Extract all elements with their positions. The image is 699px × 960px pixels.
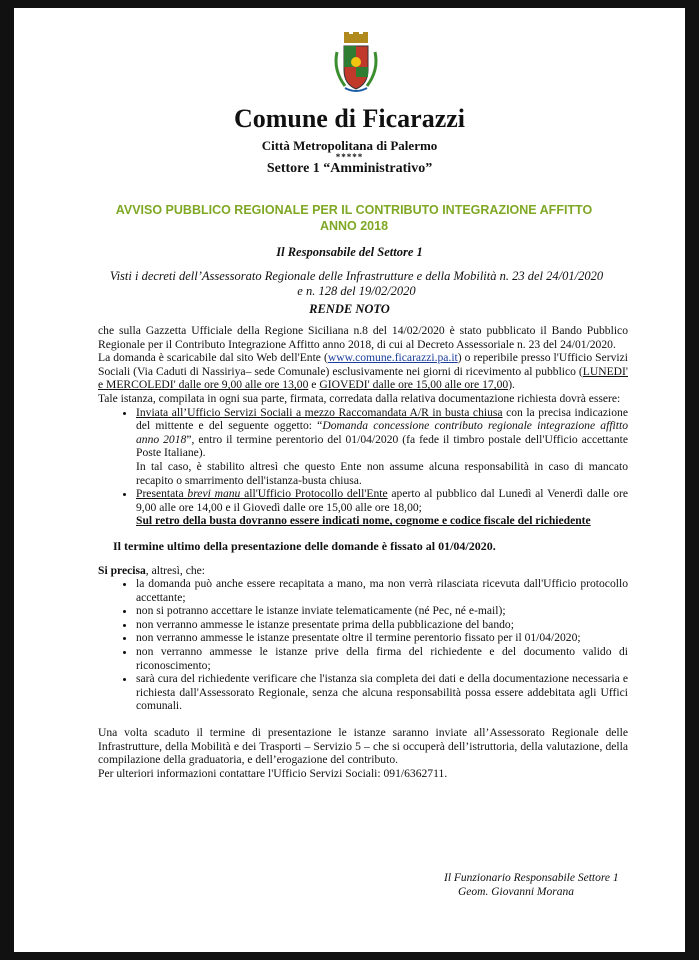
registered-mail-method: Inviata all’Ufficio Servizi Sociali a mezzo Raccomandata A/R in busta chiusa — [136, 405, 503, 419]
text-segment: La domanda è scaricabile dal sito Web dell'Ente ( — [98, 351, 328, 365]
municipality-title: Comune di Ficarazzi — [233, 104, 466, 133]
signatory-name: Geom. Giovanni Morana — [458, 886, 574, 898]
conditions-list — [98, 577, 628, 713]
website-link[interactable]: www.comune.ficarazzi.pa.it — [327, 351, 458, 365]
clarification-intro — [98, 564, 628, 578]
text-segment: Presentata — [136, 487, 188, 501]
closing-paragraph: Una volta scaduto il termine di presentazione le istanze saranno inviate all’Assessorato Regionale delle Infrastrutture, della Mobilità e dei Trasporti – Servizio 5 – che si occuperà dell’istruttoria, della valutazione, della compilazione della graduatoria, e dell’erogazione del contributo. — [98, 726, 628, 767]
office-hours-mon-wed: LUNEDI' e MERCOLEDI' dalle ore 9,00 alle ore 13,00 — [98, 364, 628, 392]
list-item: • non verranno ammesse le istanze presentate prima della pubblicazione del bando; — [136, 618, 628, 632]
signature-block — [444, 871, 619, 899]
list-item: • sarà cura del richiedente verificare che l'istanza sia completa dei dati e della documentazione necessaria e richiesta dall'Assessorato Regionale, senza che alcuna responsabilità possa essere addebitata agli Uffici comunali. — [136, 672, 628, 713]
signatory-role: Il Funzionario Responsabile Settore 1 — [444, 872, 619, 884]
text-segment: ”, entro il termine perentorio del 01/04/2020 (fa fede il timbro postale dell'Ufficio accettante Poste Italiane). — [136, 432, 628, 460]
metropolitan-city: Città Metropolitana di Palermo — [261, 138, 438, 153]
gazette-paragraph: che sulla Gazzetta Ufficiale della Regione Siciliana n.8 del 14/02/2020 è stato pubblicato il Bando Pubblico Regionale per il Contributo Integrazione Affitto anno 2018, di cui al Decreto Assessoriale n. 23 del 24/01/2020. — [98, 324, 628, 351]
decrees-reference — [84, 269, 629, 299]
text-segment: ) o reperibile presso l'Ufficio Servizi Sociali (Via Caduti di Nassiriya– sede Comunale) esclusivamente nei giorni di ricevimento al pubblico ( — [98, 351, 628, 378]
list-item — [136, 487, 628, 528]
envelope-back-note: Sul retro della busta dovranno essere indicati nome, cognome e codice fiscale del richiedente — [136, 514, 591, 528]
decrees-line-2: e n. 128 del 19/02/2020 — [297, 284, 416, 298]
list-item: • non verranno ammesse le istanze presentate oltre il termine perentorio fissato per il 01/04/2020; — [136, 631, 628, 645]
text-segment: , altresì, che: — [145, 563, 206, 577]
submission-methods-list — [98, 406, 628, 528]
si-precisa-label: Si precisa — [98, 563, 146, 577]
text-segment: ). — [508, 378, 515, 392]
notice-title-line-1: AVVISO PUBBLICO REGIONALE PER IL CONTRIBUTO INTEGRAZIONE AFFITTO — [115, 203, 593, 217]
municipal-crest-icon — [331, 32, 381, 94]
liability-note: In tal caso, è stabilito altresì che questo Ente non assume alcuna responsabilità in caso di mancato recapito o smarrimento dell'istanza-busta chiusa. — [136, 459, 628, 487]
brevi-manu: brevi manu — [187, 487, 241, 501]
text-segment: e — [308, 378, 320, 392]
list-item — [136, 406, 628, 488]
download-paragraph — [98, 351, 628, 392]
notice-title-line-2: ANNO 2018 — [319, 219, 389, 233]
notice-title — [74, 202, 634, 234]
deadline-statement: Il termine ultimo della presentazione delle domande è fissato al 01/04/2020. — [113, 538, 496, 553]
decrees-line-1: Visti i decreti dell’Assessorato Regionale delle Infrastrutture e della Mobilità n. 23 del 24/01/2020 — [109, 269, 604, 283]
submission-paragraph: Tale istanza, compilata in ogni sua parte, firmata, corredata dalla relativa documentazione richiesta dovrà essere: — [98, 391, 621, 405]
text-segment: aperto al pubblico dal Lunedì al Venerdì dalle ore 9,00 alle ore 14,00 e il Giovedì dalle ore 15,00 alle ore 18,00; — [136, 487, 629, 514]
contact-info: Per ulteriori informazioni contattare l'Ufficio Servizi Sociali: 091/6362711. — [98, 766, 448, 780]
separator-stars: ***** — [335, 152, 364, 162]
envelope-subject: Domanda concessione contributo regionale integrazione affitto anno 2018 — [136, 419, 628, 446]
text-segment: con la precisa indicazione del mittente e del seguente oggetto: “ — [136, 405, 628, 433]
document-page — [14, 8, 685, 952]
sector-name: Settore 1 “Amministrativo” — [266, 161, 433, 176]
text-segment: all'Ufficio Protocollo dell'Ente — [240, 487, 388, 501]
office-hours-thu: GIOVEDI' dalle ore 15,00 alle ore 17,00 — [319, 378, 509, 392]
notice-body — [98, 324, 628, 780]
list-item: • la domanda può anche essere recapitata a mano, ma non verrà rilasciata ricevuta dall'Ufficio protocollo accettante; — [136, 577, 628, 604]
list-item: • non si potranno accettare le istanze inviate telematicamente (né Pec, né e-mail); — [136, 604, 628, 618]
responsible-heading: Il Responsabile del Settore 1 — [276, 245, 423, 259]
rende-noto-heading: RENDE NOTO — [309, 302, 390, 316]
list-item: • non verranno ammesse le istanze prive della firma del richiedente e del documento valido di riconoscimento; — [136, 645, 628, 672]
